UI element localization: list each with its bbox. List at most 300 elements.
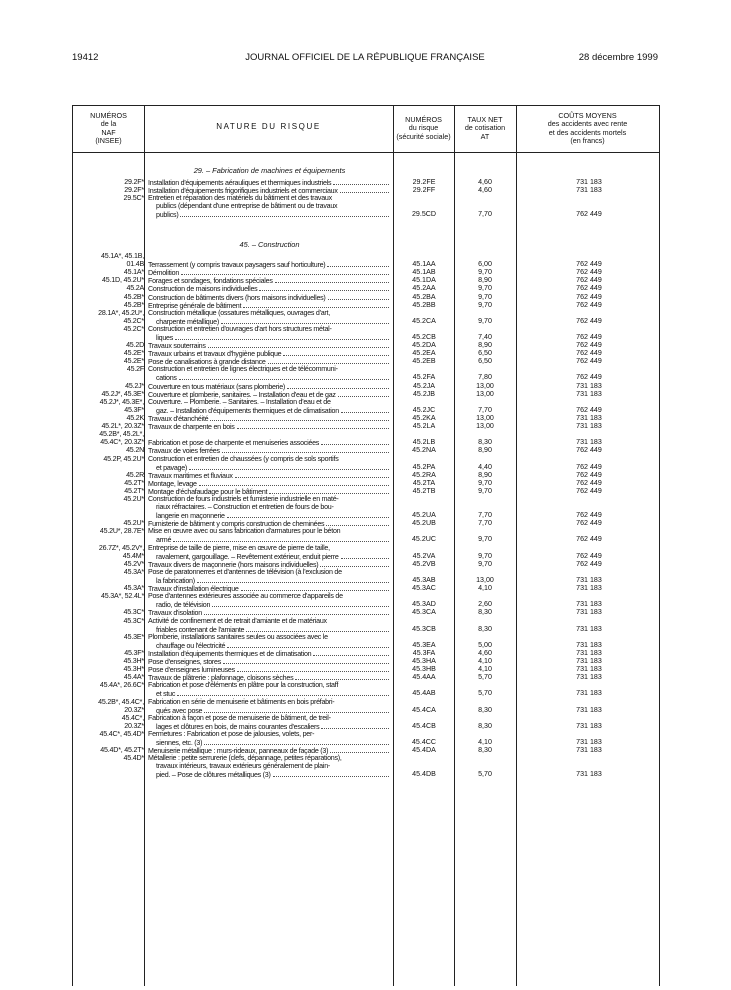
risk-nature: Activité de confinement et de retrait d'amiante et de matériaux friables contenant de l'amiante (148, 617, 391, 634)
average-cost: 731 183 (576, 600, 602, 609)
leader-dots (243, 301, 389, 308)
rate-value: 13,00 (476, 575, 494, 584)
average-cost: 731 183 (576, 673, 602, 682)
risk-number: 45.2RA (412, 470, 436, 479)
table-row (73, 430, 659, 446)
rate-value: 8,30 (478, 608, 492, 617)
average-cost: 731 183 (576, 178, 602, 186)
table-row (73, 349, 659, 357)
average-cost: 731 183 (576, 746, 602, 755)
average-cost: 762 449 (576, 511, 602, 520)
table-row (73, 584, 659, 592)
naf-code: 29.2F* (124, 186, 144, 195)
naf-code: 45.2E* (123, 349, 144, 358)
average-cost: 762 449 (576, 470, 602, 479)
risk-number: 29.2FF (412, 186, 436, 195)
table-row (73, 754, 659, 778)
naf-code: 45.2C* (123, 324, 144, 333)
risk-nature: Fabrication à façon et pose de menuiserie de bâtiment, de treil- lages et clôtures en bois, de mains courantes d'escaliers (148, 714, 391, 731)
risk-nature: Construction et entretien de chaussées (y compris de sols sportifs et pavage) (148, 455, 391, 472)
rate-value: 2,60 (478, 600, 492, 609)
table-row (73, 746, 659, 754)
rate-value: 13,00 (476, 389, 494, 398)
risk-number: 45.2VB (412, 559, 436, 568)
risk-nature: Pose de paratonnerres et d'antennes de télévision (à l'exclusion de la fabrication) (148, 568, 391, 585)
table-row (73, 398, 659, 414)
risk-number: 45.4CC (411, 737, 437, 746)
leader-dots (283, 349, 389, 356)
average-cost: 731 183 (576, 422, 602, 431)
risk-number: 45.1AA (412, 260, 436, 269)
naf-code: 45.3H* (123, 665, 144, 674)
risk-number: 45.2PA (412, 462, 436, 471)
rate-value: 4,10 (478, 665, 492, 674)
naf-code: 45.2V* (123, 559, 144, 568)
naf-code: 45.2L*, 20.3Z* (101, 422, 144, 431)
naf-code: 45.2K (126, 414, 144, 422)
naf-code: 45.3E* (123, 632, 144, 641)
leader-dots (237, 422, 389, 429)
naf-code: 45.3C* (123, 608, 144, 617)
rate-value: 4,10 (478, 657, 492, 665)
average-cost: 762 449 (576, 292, 602, 301)
average-cost: 762 449 (576, 276, 602, 285)
leader-dots (189, 463, 389, 470)
leader-dots (340, 186, 389, 193)
risk-number: 45.3HA (412, 657, 436, 665)
risk-nature: Terrassement (y compris travaux paysagers sauf horticulture) (148, 260, 391, 269)
table-row (73, 495, 659, 519)
naf-code: 45.1D, 45.2U* (102, 276, 144, 285)
table-row (73, 325, 659, 341)
risk-number: 45.2CB (412, 332, 436, 341)
risk-nature: Montage d'échafaudage pour le bâtiment (148, 487, 391, 496)
rate-value: 4,60 (478, 648, 492, 657)
rate-value: 8,30 (478, 624, 492, 633)
naf-code: 45.2J*, 45.3E* (101, 389, 144, 398)
average-cost: 731 183 (576, 381, 602, 390)
risk-number: 45.2FA (412, 373, 436, 382)
risk-number: 45.1AB (412, 268, 436, 277)
leader-dots (197, 576, 389, 583)
leader-dots (287, 382, 389, 389)
naf-code: 45.3A* (123, 584, 144, 593)
rate-value: 7,70 (478, 519, 492, 528)
risk-number: 45.3HB (412, 665, 436, 674)
naf-code: 29.2F* (124, 178, 144, 186)
risk-nature: Travaux de charpente en bois (148, 422, 391, 431)
naf-code: 45.4D*, 45.2T* (100, 746, 144, 755)
risk-number: 45.2UA (412, 511, 436, 520)
table-row (73, 657, 659, 665)
naf-code: 45.2T* (124, 478, 144, 487)
risk-nature: Menuiserie métallique : murs-rideaux, panneaux de façade (3) (148, 746, 391, 755)
table-row (73, 487, 659, 495)
naf-code: 45.2D (126, 341, 144, 350)
average-cost: 762 449 (576, 316, 602, 325)
average-cost: 731 183 (576, 389, 602, 398)
risk-number: 45.2BA (412, 292, 436, 301)
naf-code: 45.2T* (124, 486, 144, 495)
risk-number: 45.2VA (412, 551, 436, 560)
naf-code: 45.2B* (123, 300, 144, 309)
leader-dots (273, 770, 389, 777)
average-cost: 731 183 (576, 186, 602, 195)
risk-nature: Fermetures : Fabrication et pose de jalousies, volets, per- siennes, etc. (3) (148, 730, 391, 747)
risk-number: 45.2NA (412, 446, 436, 455)
risk-nature: Construction de fours industriels et fumisterie industrielle en maté- riaux réfractaires. – Construction et entretien de fours de bou- langerie en maçonnerie (148, 495, 391, 520)
average-cost: 762 449 (576, 519, 602, 528)
rate-value: 4,60 (478, 178, 492, 186)
risk-number: 45.2TB (412, 486, 436, 495)
leader-dots (212, 600, 389, 607)
risk-nature: Travaux de voies ferrées (148, 446, 391, 455)
risk-number: 45.4DB (412, 770, 436, 779)
risk-nature: Installation d'équipements frigorifiques industriels et commerciaux (148, 186, 391, 195)
average-cost: 762 449 (576, 268, 602, 277)
rate-value: 4,10 (478, 737, 492, 746)
naf-code: 45.1A* (123, 268, 144, 277)
leader-dots (321, 438, 389, 445)
table-row (73, 673, 659, 681)
leader-dots (180, 210, 389, 217)
page-header (72, 52, 658, 68)
naf-code: 45.2U* (123, 519, 144, 528)
rate-value: 8,90 (478, 446, 492, 455)
risk-number: 45.2AA (412, 284, 436, 293)
average-cost: 731 183 (576, 414, 602, 422)
rate-value: 9,70 (478, 551, 492, 560)
leader-dots (326, 519, 389, 526)
leader-dots (330, 746, 389, 753)
risk-nature: Construction et entretien de lignes électriques et de télécommuni- cations (148, 365, 391, 382)
risk-number: 45.2BB (412, 300, 436, 309)
rate-value: 9,70 (478, 300, 492, 309)
table-row (73, 471, 659, 479)
table-row (73, 479, 659, 487)
rate-value: 8,90 (478, 470, 492, 479)
table-row (73, 194, 659, 218)
naf-code: 45.1A*, 45.1B, 01.4B (101, 252, 144, 269)
leader-dots (327, 260, 389, 267)
risk-number: 45.2LB (412, 438, 436, 447)
risk-number: 45.2KA (412, 414, 436, 422)
table-row (73, 714, 659, 730)
risk-nature: Montage, levage (148, 479, 391, 488)
table-row (73, 544, 659, 560)
leader-dots (338, 390, 389, 397)
naf-code: 45.2U* (123, 495, 144, 503)
average-cost: 731 183 (576, 624, 602, 633)
leader-dots (321, 722, 389, 729)
risk-nature: Travaux maritimes et fluviaux (148, 471, 391, 480)
risk-number: 45.3CA (412, 608, 436, 617)
leader-dots (295, 673, 389, 680)
risk-nature: Métallerie : petite serrurerie (clefs, dépannage, petites réparations), travaux intérieurs, travaux extérieurs généralement de plain- pied. – Pose de clôtures métalliques (3) (148, 754, 391, 779)
risk-number: 45.2UC (411, 535, 437, 544)
leader-dots (237, 665, 389, 672)
table-row (73, 357, 659, 365)
table-row (73, 527, 659, 543)
journal-title: JOURNAL OFFICIEL DE LA RÉPUBLIQUE FRANÇAISE (245, 52, 485, 63)
naf-code: 45.2J* (125, 381, 144, 390)
naf-code: 45.3A*, 52.4L* (101, 592, 144, 601)
rate-value: 8,90 (478, 341, 492, 350)
risk-nature: Travaux d'isolation (148, 608, 391, 617)
rate-value: 5,70 (478, 770, 492, 779)
risk-nature: Entretien et réparation des matériels du bâtiment et des travaux publics (dépendant d'une entreprise de bâtiment ou de travaux publics) (148, 194, 391, 219)
table-row (73, 293, 659, 301)
risk-nature: Couverture. – Plomberie. – Sanitaires. – Installation d'eau et de gaz. – Installation d'équipements thermiques et de climatisation (148, 398, 391, 415)
rate-value: 6,50 (478, 357, 492, 366)
average-cost: 762 449 (576, 478, 602, 487)
rate-value: 9,70 (478, 486, 492, 495)
risk-nature: Démolition (148, 268, 391, 277)
leader-dots (222, 446, 389, 453)
rate-value: 13,00 (476, 381, 494, 390)
header-numeros: NUMÉROS du risque (sécurité sociale) (396, 115, 451, 141)
naf-code: 45.2J*, 45.3E*, 45.3F* (99, 397, 144, 414)
rate-value: 7,70 (478, 511, 492, 520)
naf-code: 28.1A*, 45.2U*, 45.2C* (98, 308, 144, 325)
table-row (73, 519, 659, 527)
average-cost: 731 183 (576, 665, 602, 674)
risk-number: 45.3CB (412, 624, 436, 633)
leader-dots (223, 657, 389, 664)
average-cost: 762 449 (576, 210, 602, 219)
risk-number: 45.2JC (412, 405, 436, 414)
table-row (73, 309, 659, 325)
rate-value: 6,50 (478, 349, 492, 358)
rate-value: 8,30 (478, 721, 492, 730)
table-row (73, 276, 659, 284)
header-naf: NUMÉROS de la NAF (INSEE) (90, 111, 127, 146)
rate-value: 9,70 (478, 478, 492, 487)
rate-value: 8,30 (478, 746, 492, 755)
leader-dots (179, 373, 389, 380)
rate-value: 9,70 (478, 268, 492, 277)
average-cost: 762 449 (576, 284, 602, 293)
risk-nature: Travaux d'installation électrique (148, 584, 391, 593)
naf-code: 45.4A* (123, 673, 144, 682)
average-cost: 762 449 (576, 559, 602, 568)
rate-value: 9,70 (478, 535, 492, 544)
table-row (73, 608, 659, 616)
rate-value: 9,70 (478, 284, 492, 293)
risk-number: 45.2TA (412, 478, 436, 487)
rate-value: 13,00 (476, 422, 494, 431)
risk-number: 45.3EA (412, 640, 436, 649)
risk-number: 45.2EB (412, 357, 436, 366)
average-cost: 731 183 (576, 737, 602, 746)
page-number: 19412 (72, 52, 99, 63)
risk-number: 45.3FA (412, 648, 436, 657)
risk-number: 29.2FE (412, 178, 436, 186)
leader-dots (259, 284, 389, 291)
table-row (73, 301, 659, 309)
average-cost: 731 183 (576, 721, 602, 730)
average-cost: 762 449 (576, 332, 602, 341)
leader-dots (268, 357, 389, 364)
naf-code: 45.2R (126, 470, 144, 479)
risk-number: 45.1DA (412, 276, 436, 285)
rate-value: 4,10 (478, 584, 492, 593)
risk-number: 45.3AD (412, 600, 436, 609)
average-cost: 762 449 (576, 300, 602, 309)
risk-number: 45.4AA (412, 673, 436, 682)
risk-nature: Plomberie, installations sanitaires seules ou associées avec le chauffage ou l'électricité (148, 633, 391, 650)
average-cost: 762 449 (576, 373, 602, 382)
leader-dots (313, 649, 389, 656)
leader-dots (173, 535, 389, 542)
average-cost: 731 183 (576, 770, 602, 779)
naf-code: 26.7Z*, 45.2V*, 45.4M* (98, 543, 144, 560)
leader-dots (227, 641, 389, 648)
average-cost: 762 449 (576, 341, 602, 350)
table-row (73, 455, 659, 471)
risk-nature: Fabrication et pose de charpente et menuiseries associées (148, 438, 391, 447)
rate-value: 4,40 (478, 462, 492, 471)
section-heading-29: 29. – Fabrication de machines et équipements (193, 166, 346, 175)
average-cost: 762 449 (576, 405, 602, 414)
risk-nature: Mise en œuvre avec ou sans fabrication d'armatures pour le béton armé (148, 527, 391, 544)
naf-code: 45.2E* (123, 357, 144, 366)
rate-value: 7,80 (478, 373, 492, 382)
leader-dots (241, 584, 389, 591)
risk-nature: Pose de canalisations à grande distance (148, 357, 391, 366)
rate-value: 13,00 (476, 414, 494, 422)
rate-value: 9,70 (478, 559, 492, 568)
rate-value: 7,70 (478, 405, 492, 414)
table-row (73, 681, 659, 697)
leader-dots (208, 341, 389, 348)
risk-nature: Couverture et plomberie, sanitaires. – Installation d'eau et de gaz (148, 390, 391, 399)
rate-value: 7,70 (478, 210, 492, 219)
risk-number: 45.2CA (412, 316, 436, 325)
risk-nature: Fumisterie de bâtiment y compris construction de cheminées (148, 519, 391, 528)
risk-nature: Fabrication et pose d'éléments en plâtre pour la construction, staff et stuc (148, 681, 391, 698)
table-row (73, 414, 659, 422)
leader-dots (275, 276, 389, 283)
risk-nature: Construction et entretien d'ouvrages d'art hors structures métal- liques (148, 325, 391, 342)
risk-number: 45.3AB (412, 575, 436, 584)
table-row (73, 382, 659, 390)
leader-dots (269, 487, 389, 494)
table-row (73, 422, 659, 430)
average-cost: 731 183 (576, 584, 602, 593)
rate-value: 8,30 (478, 438, 492, 447)
risk-number: 45.3AC (412, 584, 436, 593)
naf-code: 45.2U*, 28.7E* (99, 527, 144, 536)
rate-value: 5,00 (478, 640, 492, 649)
risk-nature: Construction de maisons individuelles (148, 284, 391, 293)
leader-dots (227, 511, 389, 518)
rate-value: 4,60 (478, 186, 492, 195)
average-cost: 762 449 (576, 535, 602, 544)
table-row (73, 633, 659, 649)
risk-number: 29.5CD (411, 210, 437, 219)
naf-code: 45.3C* (123, 616, 144, 625)
risk-number: 45.2DA (412, 341, 436, 350)
table-row (73, 560, 659, 568)
table-row (73, 284, 659, 292)
naf-code: 45.2B*, 45.2L*, 45.4C*, 20.3Z* (99, 430, 144, 447)
table-row (73, 365, 659, 381)
average-cost: 762 449 (576, 462, 602, 471)
risk-nature: Couverture en tous matériaux (sans plomberie) (148, 382, 391, 391)
risk-nature: Travaux urbains et travaux d'hygiène publique (148, 349, 391, 358)
average-cost: 731 183 (576, 640, 602, 649)
leader-dots (328, 293, 389, 300)
average-cost: 731 183 (576, 657, 602, 665)
leader-dots (235, 471, 389, 478)
header-couts: COÛTS MOYENS des accidents avec rente et des accidents mortels (en francs) (547, 111, 628, 146)
rate-value: 7,40 (478, 332, 492, 341)
table-row (73, 186, 659, 194)
average-cost: 762 449 (576, 486, 602, 495)
rate-value: 9,70 (478, 292, 492, 301)
table-row (73, 568, 659, 584)
average-cost: 762 449 (576, 446, 602, 455)
risk-nature: Pose d'antennes extérieures associée au commerce d'appareils de radio, de télévision (148, 592, 391, 609)
leader-dots (246, 625, 389, 632)
risk-nature: Installation d'équipements aérauliques et thermiques industriels (148, 178, 391, 187)
naf-code: 45.2F (126, 365, 144, 374)
rate-value: 5,70 (478, 689, 492, 698)
average-cost: 762 449 (576, 551, 602, 560)
rate-value: 6,00 (478, 260, 492, 269)
rate-value: 8,90 (478, 276, 492, 285)
risk-number: 45.4AB (412, 689, 436, 698)
header-nature: NATURE DU RISQUE (216, 122, 321, 131)
table-row (73, 252, 659, 268)
table-row (73, 592, 659, 608)
risk-number: 45.4CB (412, 721, 436, 730)
leader-dots (175, 333, 389, 340)
section-heading-45: 45. – Construction (239, 240, 300, 249)
risk-nature: Entreprise générale de bâtiment (148, 301, 391, 310)
naf-code: 45.2P, 45.2U* (103, 454, 144, 463)
leader-dots (177, 689, 389, 696)
naf-code: 45.4D* (123, 754, 144, 763)
table-row (73, 390, 659, 398)
leader-dots (204, 738, 389, 745)
naf-code: 45.2N (126, 446, 144, 455)
table-row (73, 178, 659, 186)
naf-code: 45.2B* (123, 292, 144, 301)
table-row (73, 341, 659, 349)
leader-dots (204, 706, 389, 713)
publication-date: 28 décembre 1999 (578, 52, 658, 63)
risk-nature: Entreprise de taille de pierre, mise en œuvre de pierre de taille, ravalement, gargouillage. – Revêtement extérieur, enduit pierre (148, 544, 391, 561)
average-cost: 731 183 (576, 705, 602, 714)
table-row (73, 730, 659, 746)
table-row (73, 446, 659, 454)
leader-dots (221, 317, 389, 324)
average-cost: 731 183 (576, 575, 602, 584)
rate-value: 9,70 (478, 316, 492, 325)
leader-dots (333, 178, 389, 185)
naf-code: 45.4C*, 20.3Z* (121, 713, 144, 730)
header-taux: TAUX NET de cotisation AT (464, 115, 506, 141)
leader-dots (199, 479, 389, 486)
leader-dots (341, 406, 389, 413)
table-row (73, 698, 659, 714)
rate-value: 8,30 (478, 705, 492, 714)
risk-number: 45.2LA (412, 422, 436, 431)
risk-nature: Construction métallique (ossatures métalliques, ouvrages d'art, charpente métallique) (148, 309, 391, 326)
average-cost: 731 183 (576, 438, 602, 447)
